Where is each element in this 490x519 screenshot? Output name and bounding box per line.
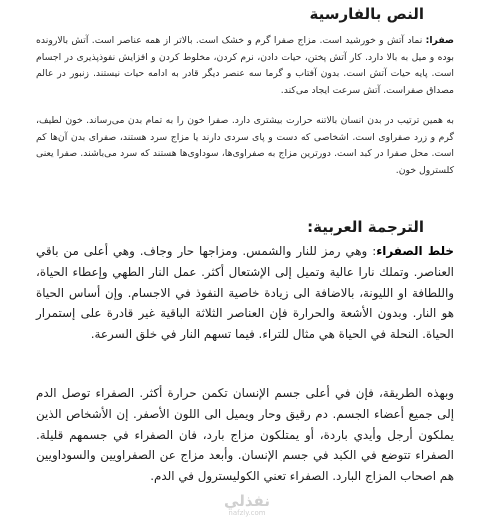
- arabic-section-title: الترجمة العربية:: [307, 218, 424, 236]
- watermark-arabic: نفذلي: [224, 492, 270, 510]
- arabic-paragraph-1-text: : وهي رمز للنار والشمس. ومزاجها حار وجاف. وهي أعلى من باقي العناصر. وتملك نارا عالية وتميل إلى الإشتعال أكثر. عمل النار الطهي وإعطاء الحياة، واللطافة او الليونة، بالاضافة الى زيادة خاصية النفوذ في الاجسام. وإن أساس الحياة هو النار. وبدون الأشعة والحرارة فإن العناصر الثلاثة الباقية غير قادرة على إستمرار الحياة. النحلة في الحياة هي مثال للتراء. فيما تسهم النار في خلق السرعة.: [36, 244, 454, 342]
- persian-paragraph-1-text: نماد آتش و خورشید است. مزاج صفرا گرم و خشک است. بالاتر از همه عناصر است. آتش بالارونده بوده و میل به بالا دارد. کار آتش پختن، حیات دادن، نرم کردن، مخلوط کردن و افزایش نفوذپذیری در اجسام است. پایه حیات آتش است. بدون آفتاب و گرما سه عنصر دیگر قادر به ادامه حیات نیستند. زنبور در عالم مصداق صفراست. آتش سرعت ایجاد می‌کند.: [36, 35, 454, 96]
- watermark-latin: nafzly.com: [228, 509, 266, 517]
- arabic-term-safra: خلط الصفراء: [376, 244, 454, 258]
- persian-term-safra: صفرا:: [425, 35, 454, 46]
- persian-paragraph-2: به همین ترتیب در بدن انسان بالاتنه حرارت بیشتری دارد. صفرا خون را به تمام بدن می‌رساند. خون لطیف، گرم و زرد صفراوی است. اشخاصی که دست و پای سردی دارند یا مزاج سرد هستند، صفرای بدن آن‌ها کم است. محل صفرا در کبد است. دورترین مزاج به صفراوی‌ها، سوداوی‌ها هستند که سرد می‌باشند. صفرا یعنی کلسترول خون.: [36, 115, 454, 176]
- arabic-paragraph-2: وبهذه الطريقة، فإن في أعلى جسم الإنسان تكمن حرارة أكثر. الصفراء توصل الدم إلى جميع أعضاء الجسم. دم رقيق وحار ويميل الى اللون الأصفر. إن الأشخاص الذين يملكون أرجل وأيدي باردة، أو يمتلكون مزاج بارد، فان الصفراء في جسمهم قليلة. الصفراء تتوضع في الكبد في جسم الإنسان. وأبعد مزاج عن الصفراويين والسوداويين هم اصحاب المزاج البارد. الصفراء تعني الكوليسترول في الدم.: [36, 386, 454, 484]
- site-watermark: [217, 493, 277, 517]
- persian-section-title: النص بالفارسية: [309, 5, 424, 23]
- persian-paragraph-1: [36, 33, 454, 99]
- arabic-paragraph-1: [36, 241, 454, 345]
